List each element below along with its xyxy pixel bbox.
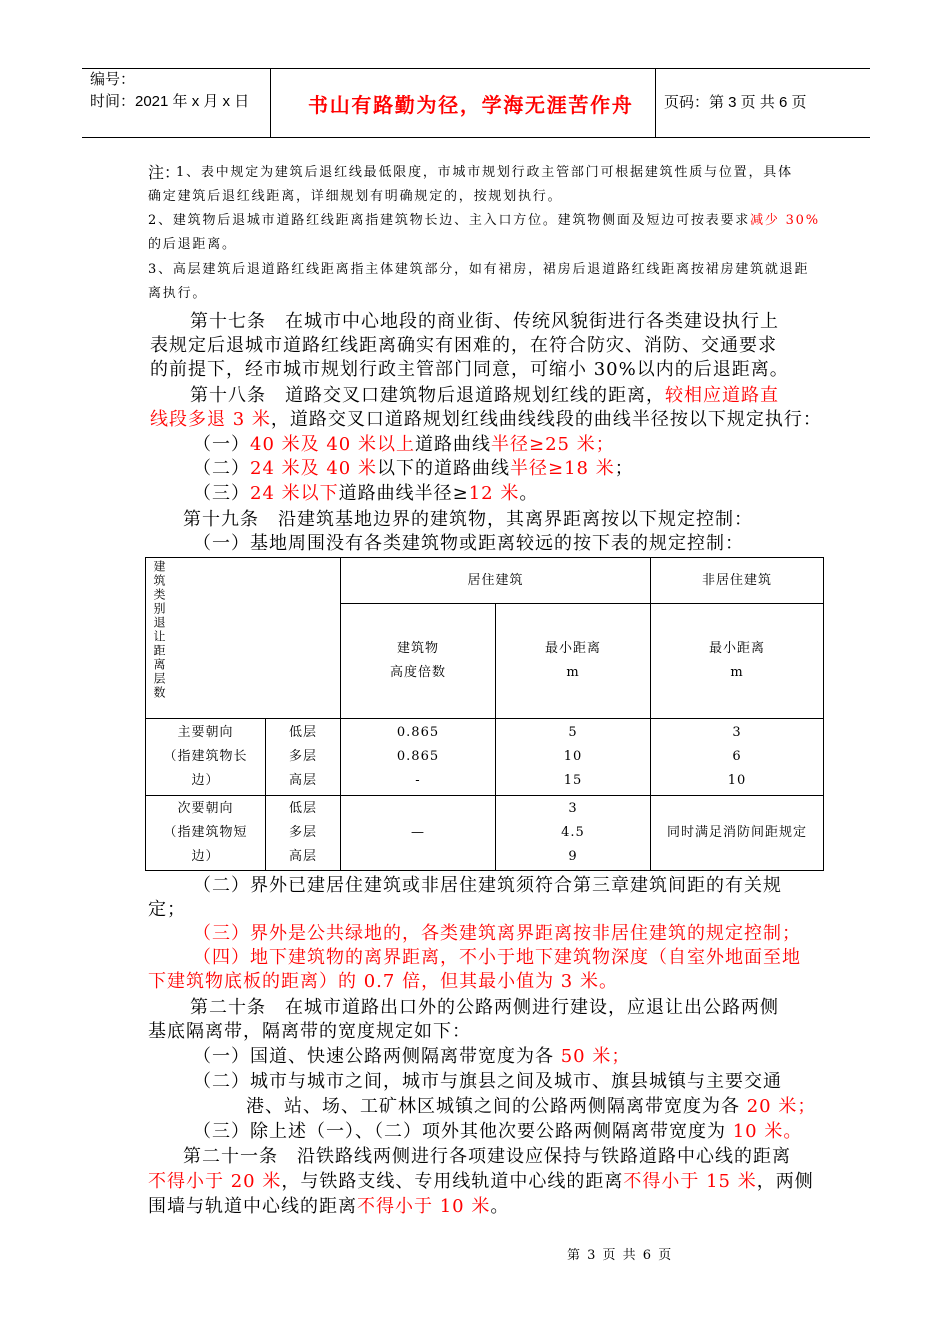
article-emphasis: 半径≥18 米 xyxy=(509,458,615,479)
article-line: 第十九条 沿建筑基地边界的建筑物，其离界距离按以下规定控制： xyxy=(183,509,753,530)
article-item xyxy=(193,433,615,457)
table-row xyxy=(146,796,824,871)
floors-cell xyxy=(266,719,341,796)
non-residential-header: 非居住建筑 xyxy=(651,558,824,604)
article-text: 。 xyxy=(490,1196,510,1217)
article-line: 基底隔离带，隔离带的宽度规定如下： xyxy=(148,1021,471,1042)
article-text: 道路曲线半径≥ xyxy=(338,483,469,504)
article-line xyxy=(148,1195,509,1219)
orientation-cell xyxy=(146,796,266,871)
cell-text: 次要朝向 xyxy=(177,801,234,816)
article-item: （二）城市与城市之间，城市与旗县之间及城市、旗县城镇与主要交通 xyxy=(193,1071,782,1092)
note-line: 确定建筑后退红线距离，详细规划有明确规定的，按规划执行。 xyxy=(148,189,563,204)
cell-text: 主要朝向 xyxy=(177,725,234,740)
table-corner-cell xyxy=(146,558,341,719)
header-text: 高度倍数 xyxy=(389,665,446,680)
cell-text: 高层 xyxy=(288,849,317,864)
article-line: 的前提下，经市城市规划行政主管部门同意，可缩小 30%以内的后退距离。 xyxy=(150,359,789,380)
item-number: （二） xyxy=(193,458,250,479)
article-emphasis: 线段多退 3 米 xyxy=(150,409,271,430)
header-text: 最小距离 xyxy=(709,641,766,656)
note-line: 离执行。 xyxy=(148,286,208,301)
article-emphasis: 不得小于 20 米 xyxy=(148,1171,282,1192)
article-emphasis: 20 米； xyxy=(746,1096,817,1117)
article-line xyxy=(150,408,822,432)
min-distance-header xyxy=(496,604,651,719)
article-line: 表规定后退城市道路红线距离确实有困难的，在符合防灾、消防、交通要求 xyxy=(150,335,777,356)
article-item-emphasis: （四）地下建筑物的离界距离，不小于地下建筑物深度（自室外地面至地 xyxy=(193,947,801,968)
header-bottom-rule xyxy=(82,137,870,138)
article-emphasis: 50 米； xyxy=(560,1046,631,1067)
height-multiple-cell: — xyxy=(341,796,496,871)
table-corner-header: 建筑类别退让距离层数 xyxy=(152,560,166,700)
note-line xyxy=(148,209,820,233)
article-line-emphasis: 下建筑物底板的距离）的 0.7 倍，但其最小值为 3 米。 xyxy=(148,971,618,992)
header-date: 时间：2021 年 x 月 x 日 xyxy=(90,93,250,110)
article-text: 围墙与轨道中心线的距离 xyxy=(148,1196,357,1217)
cell-value: 4.5 xyxy=(561,825,585,840)
cell-value: 3 xyxy=(732,725,742,740)
article-emphasis: 24 米及 40 米 xyxy=(250,458,377,479)
note-text: 2、建筑物后退城市道路红线距离指建筑物长边、主入口方位。建筑物侧面及短边可按表要求 xyxy=(148,213,751,228)
article-emphasis: 不得小于 10 米 xyxy=(357,1196,491,1217)
header-unit: m xyxy=(566,665,580,680)
nonres-min-distance-header xyxy=(651,604,824,719)
cell-value: 0.865 xyxy=(396,749,440,764)
article-text: 。 xyxy=(519,483,539,504)
article-emphasis: 不得小于 15 米 xyxy=(623,1171,757,1192)
article-emphasis: 12 米 xyxy=(468,483,520,504)
article-item xyxy=(193,1120,802,1144)
article-item: （二）界外已建居住建筑或非居住建筑须符合第三章建筑间距的有关规 xyxy=(193,875,782,896)
min-distance-cell xyxy=(496,796,651,871)
article-line: 第二十一条 沿铁路线两侧进行各项建设应保持与铁路道路中心线的距离 xyxy=(183,1146,791,1167)
cell-value: 10 xyxy=(563,749,583,764)
cell-value: 15 xyxy=(563,773,583,788)
footer-page-number: 第 3 页 共 6 页 xyxy=(567,1248,673,1263)
note-label: 注： xyxy=(148,163,181,182)
cell-text: 边） xyxy=(191,773,220,788)
article-emphasis: 半径≥25 米； xyxy=(490,434,615,455)
article-item xyxy=(193,482,538,506)
cell-text: 低层 xyxy=(288,725,317,740)
header-top-rule xyxy=(82,68,870,69)
cell-value: - xyxy=(415,773,421,788)
article-emphasis: 10 米。 xyxy=(732,1121,803,1142)
article-text: （一）国道、快速公路两侧隔离带宽度为各 xyxy=(193,1046,561,1067)
cell-text: 低层 xyxy=(288,801,317,816)
article-item: （一）基地周围没有各类建筑物或距离较远的按下表的规定控制： xyxy=(193,533,744,554)
header-divider-left xyxy=(270,68,271,137)
cell-value: 0.865 xyxy=(396,725,440,740)
article-text: 以下的道路曲线 xyxy=(376,458,510,479)
header-page-number: 页码：第 3 页 共 6 页 xyxy=(664,94,807,111)
nonres-min-distance-cell: 同时满足消防间距规定 xyxy=(651,796,824,871)
cell-text: 高层 xyxy=(288,773,317,788)
min-distance-cell xyxy=(496,719,651,796)
cell-value: 10 xyxy=(727,773,747,788)
article-line xyxy=(190,384,779,408)
orientation-cell xyxy=(146,719,266,796)
cell-value: 6 xyxy=(732,749,742,764)
setback-distance-table xyxy=(145,557,824,871)
article-text: ，道路交叉口道路规划红线曲线线段的曲线半径按以下规定执行： xyxy=(270,409,822,430)
cell-text: 多层 xyxy=(288,749,317,764)
cell-value: 3 xyxy=(568,801,578,816)
article-text: ，两侧 xyxy=(756,1171,814,1192)
header-motto: 书山有路勤为径，学海无涯苦作舟 xyxy=(308,93,634,117)
cell-value: 9 xyxy=(568,849,578,864)
article-text: 第十八条 道路交叉口建筑物后退道路规划红线的距离， xyxy=(190,385,665,406)
item-number: （三） xyxy=(193,483,250,504)
article-line xyxy=(148,1170,814,1194)
article-emphasis: 较相应道路直 xyxy=(665,385,779,406)
header-unit: m xyxy=(730,665,744,680)
header-divider-right xyxy=(655,68,656,137)
header-text: 最小距离 xyxy=(545,641,602,656)
article-line: 第十七条 在城市中心地段的商业街、传统风貌街进行各类建设执行上 xyxy=(190,311,779,332)
header-text: 建筑物 xyxy=(396,641,439,656)
note-line: 的后退距离。 xyxy=(148,237,237,252)
article-text: 道路曲线 xyxy=(414,434,491,455)
article-line: 定； xyxy=(148,899,186,920)
article-item xyxy=(193,1045,630,1069)
article-item-continuation xyxy=(246,1095,816,1119)
table-row xyxy=(146,719,824,796)
article-text: ，与铁路支线、专用线轨道中心线的距离 xyxy=(281,1171,624,1192)
height-multiple-cell xyxy=(341,719,496,796)
cell-text: 边） xyxy=(191,849,220,864)
article-emphasis: 40 米及 40 米以上 xyxy=(250,434,415,455)
nonres-min-distance-cell xyxy=(651,719,824,796)
floors-cell xyxy=(266,796,341,871)
article-text: ； xyxy=(614,458,634,479)
cell-text: 多层 xyxy=(288,825,317,840)
note-line: 3、高层建筑后退道路红线距离指主体建筑部分，如有裙房，裙房后退道路红线距离按裙房建筑就退距 xyxy=(148,262,810,277)
height-multiple-header xyxy=(341,604,496,719)
cell-text: （指建筑物短 xyxy=(163,825,248,840)
note-line: 1、表中规定为建筑后退红线最低限度，市城市规划行政主管部门可根据建筑性质与位置，具体 xyxy=(176,165,793,180)
cell-value: 5 xyxy=(568,725,578,740)
article-item xyxy=(193,457,634,481)
article-text: 港、站、场、工矿林区城镇之间的公路两侧隔离带宽度为各 xyxy=(246,1096,747,1117)
residential-header: 居住建筑 xyxy=(341,558,651,604)
table-header-row xyxy=(146,558,824,604)
cell-text: （指建筑物长 xyxy=(163,749,248,764)
article-emphasis: 24 米以下 xyxy=(250,483,339,504)
article-line: 第二十条 在城市道路出口外的公路两侧进行建设，应退让出公路两侧 xyxy=(190,997,779,1018)
article-text: （三）除上述（一）、（二）项外其他次要公路两侧隔离带宽度为 xyxy=(193,1121,733,1142)
item-number: （一） xyxy=(193,434,250,455)
note-emphasis: 减少 30% xyxy=(750,213,820,228)
article-item-emphasis: （三）界外是公共绿地的，各类建筑离界距离按非居住建筑的规定控制； xyxy=(193,923,801,944)
header-serial-label: 编号： xyxy=(90,71,136,88)
